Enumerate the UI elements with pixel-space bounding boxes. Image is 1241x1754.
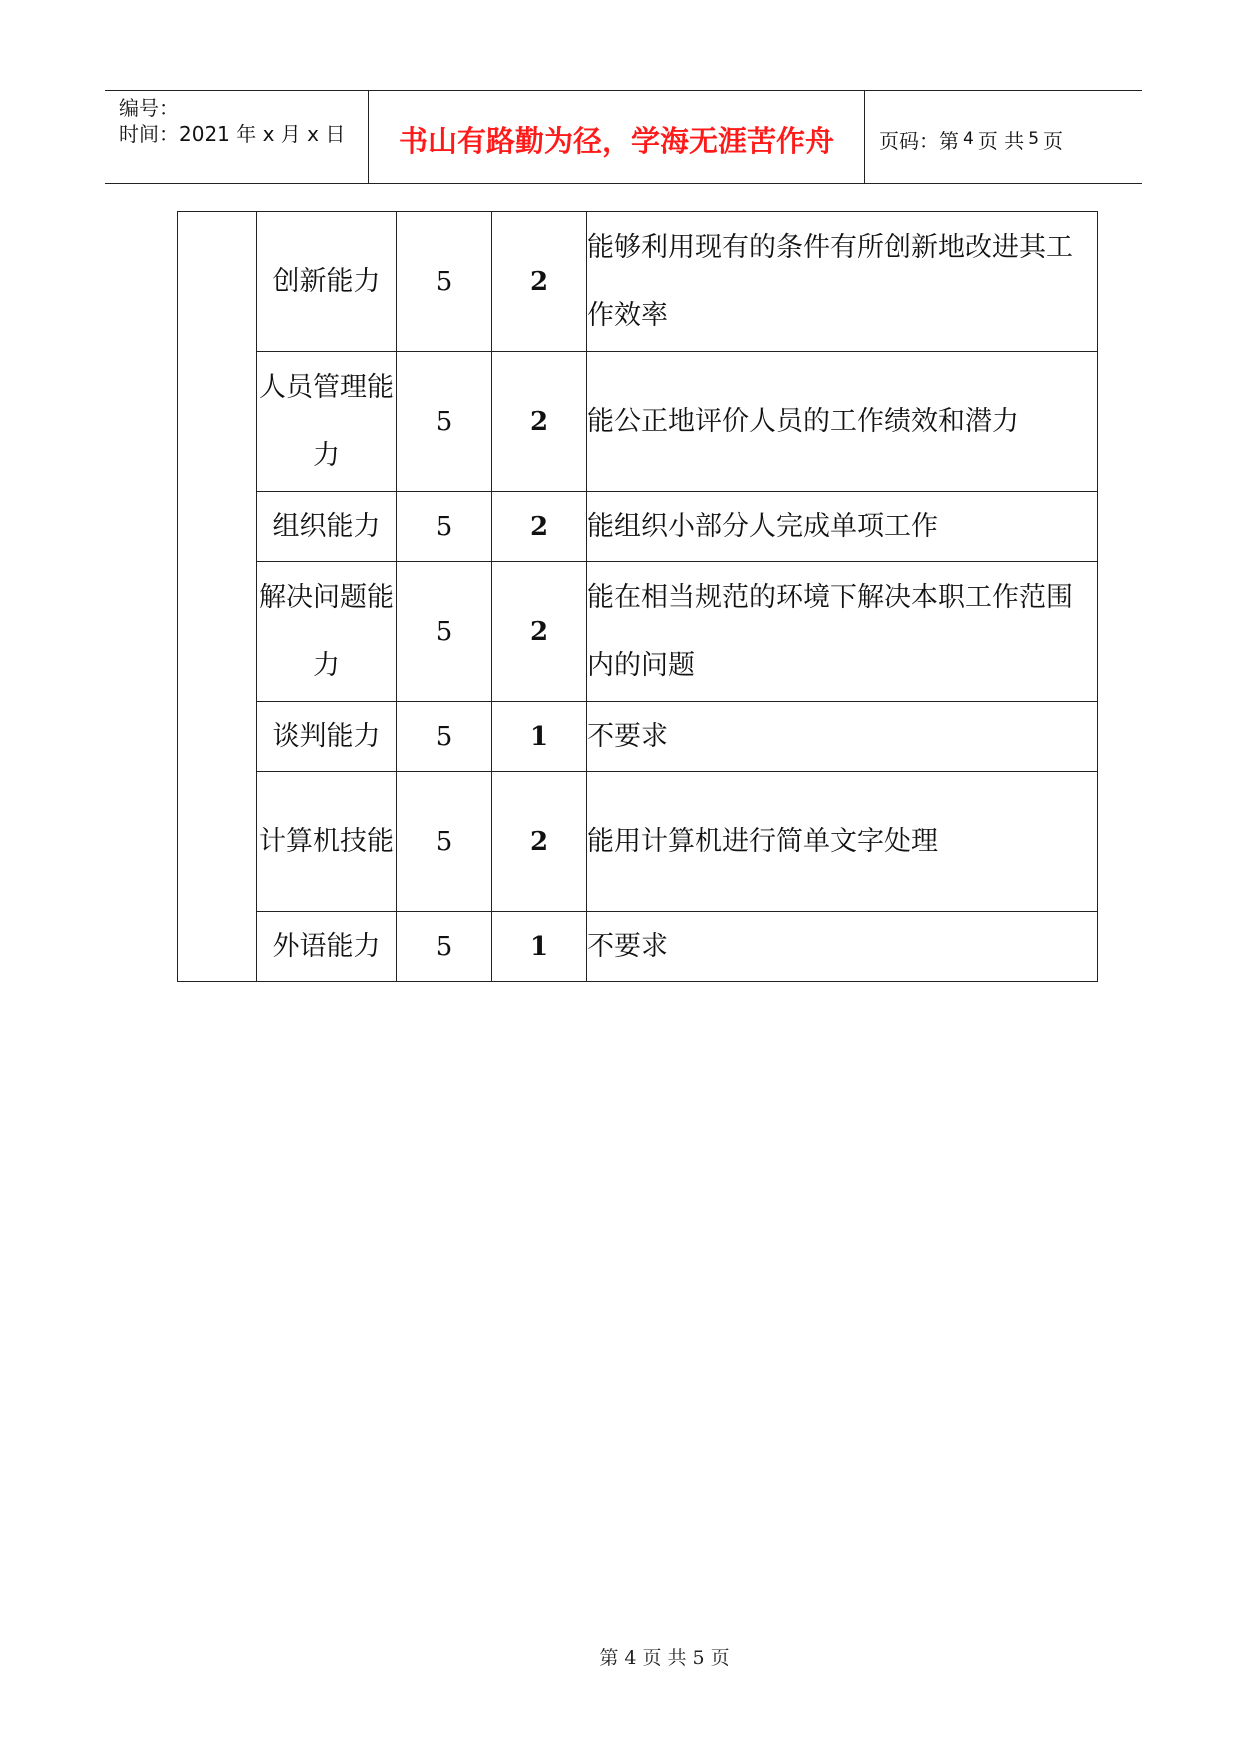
page-suffix: 页: [1043, 128, 1064, 153]
competency-score: 5: [397, 702, 492, 772]
competency-level: 2: [492, 562, 587, 702]
competency-score: 5: [397, 212, 492, 352]
competency-score: 5: [397, 352, 492, 492]
page-mid: 页 共: [977, 128, 1025, 153]
serial-number-label: 编号：: [119, 96, 179, 120]
header-page-info: [865, 91, 1142, 183]
competency-score: 5: [397, 562, 492, 702]
competency-description: 不要求: [587, 912, 1098, 982]
table-row: [178, 352, 1098, 492]
competency-name: 组织能力: [257, 492, 397, 562]
header-motto: [369, 91, 865, 183]
table-row: [178, 702, 1098, 772]
motto-text: 书山有路勤为径，学海无涯苦作舟: [398, 123, 834, 158]
page-total: 5: [1028, 129, 1040, 149]
page-footer: 第 4 页 共 5 页: [599, 1647, 730, 1669]
competency-description: 能在相当规范的环境下解决本职工作范围内的问题: [587, 562, 1098, 702]
header-meta: [105, 91, 369, 183]
competency-score: 5: [397, 772, 492, 912]
competency-description: 不要求: [587, 702, 1098, 772]
competency-score: 5: [397, 912, 492, 982]
table-row: [178, 492, 1098, 562]
table-row: [178, 912, 1098, 982]
competency-level: 2: [492, 352, 587, 492]
competency-name: 计算机技能: [257, 772, 397, 912]
competency-level: 2: [492, 492, 587, 562]
page-header: [105, 90, 1142, 184]
competency-table: [177, 211, 1098, 982]
competency-level: 2: [492, 772, 587, 912]
competency-name: 人员管理能力: [257, 352, 397, 492]
competency-name: 创新能力: [257, 212, 397, 352]
competency-name: 解决问题能力: [257, 562, 397, 702]
date-label: 时间：2021 年 x 月 x 日: [119, 122, 346, 146]
competency-level: 1: [492, 912, 587, 982]
page-prefix: 页码：第: [879, 128, 959, 153]
competency-description: 能组织小部分人完成单项工作: [587, 492, 1098, 562]
category-cell: [178, 212, 257, 982]
competency-description: 能够利用现有的条件有所创新地改进其工作效率: [587, 212, 1098, 352]
competency-name: 谈判能力: [257, 702, 397, 772]
page-current: 4: [963, 129, 974, 149]
competency-level: 1: [492, 702, 587, 772]
competency-description: 能用计算机进行简单文字处理: [587, 772, 1098, 912]
table-row: [178, 212, 1098, 352]
competency-level: 2: [492, 212, 587, 352]
competency-description: 能公正地评价人员的工作绩效和潜力: [587, 352, 1098, 492]
table-row: [178, 562, 1098, 702]
competency-name: 外语能力: [257, 912, 397, 982]
table-row: [178, 772, 1098, 912]
competency-score: 5: [397, 492, 492, 562]
